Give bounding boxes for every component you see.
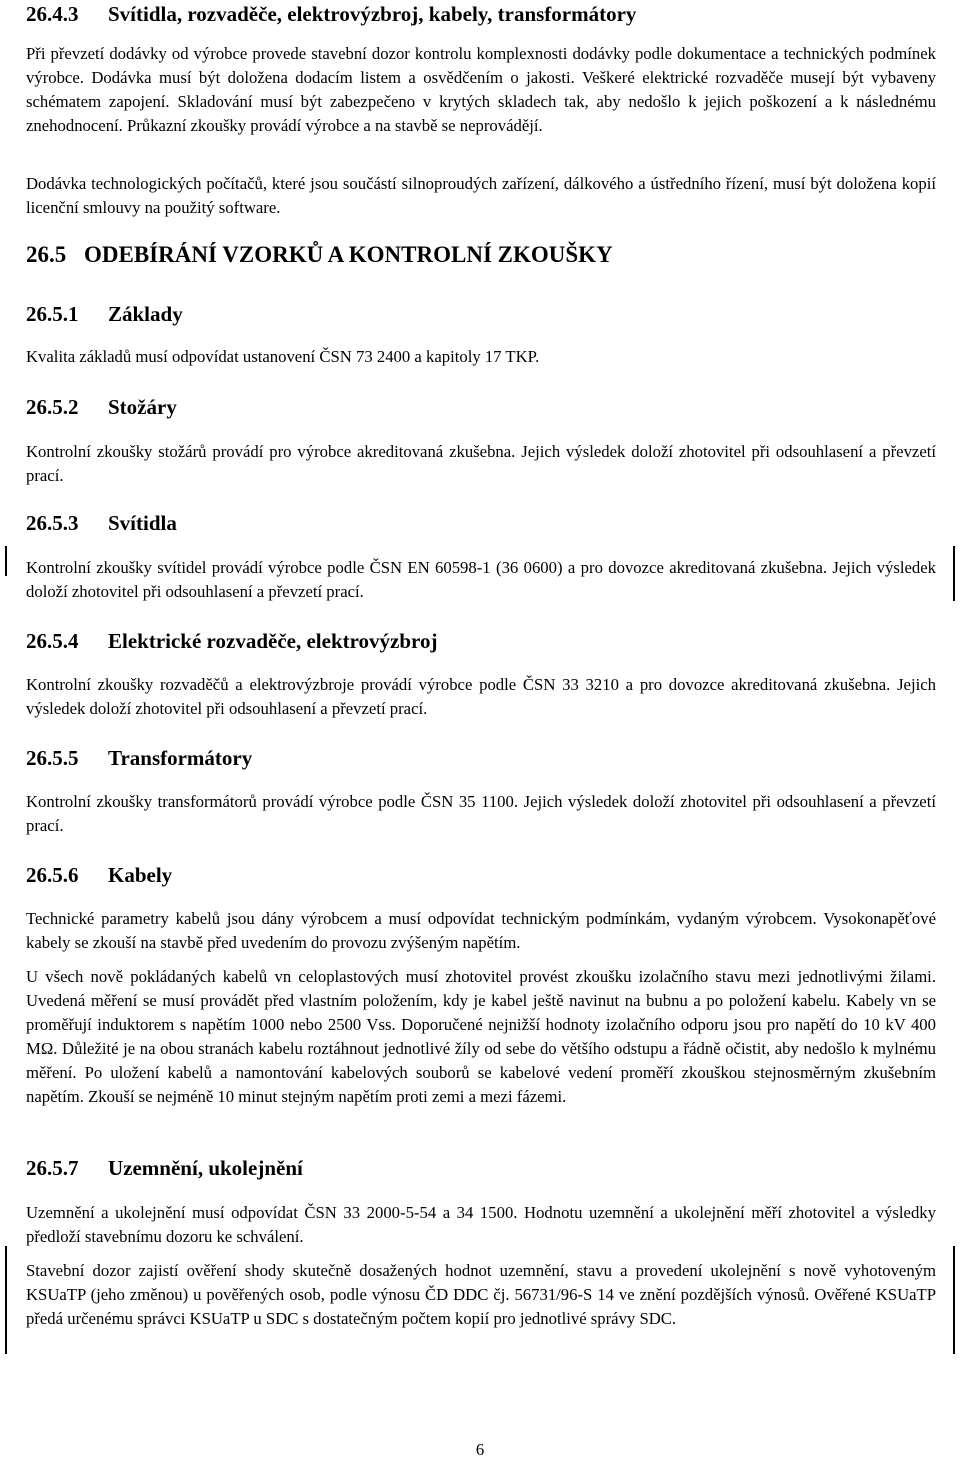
heading-number: 26.5.5 bbox=[26, 746, 79, 770]
heading-title: Svítidla, rozvaděče, elektrovýzbroj, kabely, transformátory bbox=[108, 2, 637, 26]
paragraph bbox=[26, 965, 936, 1109]
paragraph-text: Dodávka technologických počítačů, které jsou součástí silnoproudých zařízení, dálkového a ústředního řízení, musí být doložena kopií licenční smlouvy na použitý software. bbox=[26, 174, 936, 217]
heading-26-5-4 bbox=[26, 629, 936, 654]
paragraph bbox=[26, 172, 936, 220]
heading-number: 26.4.3 bbox=[26, 2, 79, 26]
paragraph bbox=[26, 1259, 936, 1331]
heading-title: ODEBÍRÁNÍ VZORKŮ A KONTROLNÍ ZKOUŠKY bbox=[84, 242, 613, 267]
paragraph-text: Technické parametry kabelů jsou dány výrobcem a musí odpovídat technickým podmínkám, vydaným výrobcem. Vysokonapěťové kabely se zkouší na stavbě před uvedením do provozu zvýšeným napětím. bbox=[26, 909, 936, 952]
heading-26-5-6 bbox=[26, 863, 936, 888]
paragraph bbox=[26, 1201, 936, 1249]
change-bar-left bbox=[5, 546, 7, 576]
paragraph bbox=[26, 673, 936, 721]
paragraph bbox=[26, 42, 936, 138]
heading-26-5-7 bbox=[26, 1156, 936, 1181]
heading-title: Svítidla bbox=[108, 511, 177, 535]
paragraph-text: U všech nově pokládaných kabelů vn celoplastových musí zhotovitel provést zkoušku izolačního stavu mezi jednotlivými žilami. Uvedená měření se musí provádět před vlastním položením, kdy je kabel ještě navinut na bubnu a po položení kabelu. Kabely vn se proměřují induktorem s napětím 1000 nebo 2500 Vss. Doporučené nejnižší hodnoty izolačního odporu jsou pro napětí do 10 kV 400 MΩ. Důležité je na obou stranách kabelu roztáhnout jednotlivé žíly od sebe do většího odstupu a řádně očistit, aby nedošlo k mylnému měření. Po uložení kabelů a namontování kabelových souborů se kabelové vedení proměří zkouškou stejnosměrným zkušebním napětím. Zkouší se nejméně 10 minut stejným napětím proti zemi a mezi fázemi. bbox=[26, 967, 936, 1106]
change-bar-right bbox=[953, 546, 955, 601]
heading-26-5-1 bbox=[26, 302, 936, 327]
heading-title: Stožáry bbox=[108, 395, 177, 419]
page-number: 6 bbox=[475, 1440, 485, 1459]
paragraph-text: Uzemnění a ukolejnění musí odpovídat ČSN 33 2000-5-54 a 34 1500. Hodnotu uzemnění a ukolejnění měří zhotovitel a výsledky předloží stavebnímu dozoru ke schválení. bbox=[26, 1203, 936, 1246]
heading-26-5-5 bbox=[26, 746, 936, 771]
heading-number: 26.5.3 bbox=[26, 511, 79, 535]
heading-title: Kabely bbox=[108, 863, 173, 887]
paragraph-text: Při převzetí dodávky od výrobce provede stavební dozor kontrolu komplexnosti dodávky podle dokumentace a technických podmínek výrobce. Dodávka musí být doložena dodacím listem a osvědčením o jakosti. Veškeré elektrické rozvaděče musejí být vybaveny schématem zapojení. Skladování musí být zabezpečeno v krytých skladech tak, aby nedošlo k jejich poškození a k následnému znehodnocení. Průkazní zkoušky provádí výrobce a na stavbě se neprovádějí. bbox=[26, 44, 936, 135]
heading-26-5-3 bbox=[26, 511, 936, 536]
paragraph bbox=[26, 345, 936, 369]
heading-title: Základy bbox=[108, 302, 183, 326]
heading-number: 26.5.4 bbox=[26, 629, 79, 653]
paragraph-text: Kontrolní zkoušky rozvaděčů a elektrovýzbroje provádí výrobce podle ČSN 33 3210 a pro dovozce akreditovaná zkušebna. Jejich výsledek doloží zhotovitel při odsouhlasení a převzetí prací. bbox=[26, 675, 936, 718]
paragraph bbox=[26, 440, 936, 488]
heading-26-5-2 bbox=[26, 395, 936, 420]
change-bar-right bbox=[953, 1246, 955, 1354]
change-bar-left bbox=[5, 1246, 7, 1354]
paragraph bbox=[26, 556, 936, 604]
paragraph-text: Kontrolní zkoušky stožárů provádí pro výrobce akreditovaná zkušebna. Jejich výsledek doloží zhotovitel při odsouhlasení a převzetí prací. bbox=[26, 442, 936, 485]
heading-number: 26.5.2 bbox=[26, 395, 79, 419]
heading-number: 26.5 bbox=[26, 242, 67, 267]
paragraph bbox=[26, 790, 936, 838]
heading-number: 26.5.6 bbox=[26, 863, 79, 887]
paragraph-text: Kontrolní zkoušky svítidel provádí výrobce podle ČSN EN 60598-1 (36 0600) a pro dovozce akreditovaná zkušebna. Jejich výsledek doloží zhotovitel při odsouhlasení a převzetí prací. bbox=[26, 558, 936, 601]
paragraph bbox=[26, 907, 936, 955]
heading-number: 26.5.7 bbox=[26, 1156, 79, 1180]
heading-number: 26.5.1 bbox=[26, 302, 79, 326]
paragraph-text: Kvalita základů musí odpovídat ustanovení ČSN 73 2400 a kapitoly 17 TKP. bbox=[26, 347, 540, 366]
heading-title: Elektrické rozvaděče, elektrovýzbroj bbox=[108, 629, 438, 653]
heading-title: Transformátory bbox=[108, 746, 253, 770]
heading-26-4-3 bbox=[26, 2, 936, 27]
heading-title: Uzemnění, ukolejnění bbox=[108, 1156, 303, 1180]
paragraph-text: Kontrolní zkoušky transformátorů provádí výrobce podle ČSN 35 1100. Jejich výsledek doloží zhotovitel při odsouhlasení a převzetí prací. bbox=[26, 792, 936, 835]
heading-26-5 bbox=[26, 242, 936, 268]
paragraph-text: Stavební dozor zajistí ověření shody skutečně dosažených hodnot uzemnění, stavu a provedení ukolejnění s nově vyhotoveným KSUaTP (jeho změnou) u pověřených osob, podle výnosu ČD DDC čj. 56731/96-S 14 ve znění pozdějších výnosů. Ověřené KSUaTP předá určenému správci KSUaTP u SDC s dostatečným počtem kopií pro jednotlivé správy SDC. bbox=[26, 1261, 936, 1328]
